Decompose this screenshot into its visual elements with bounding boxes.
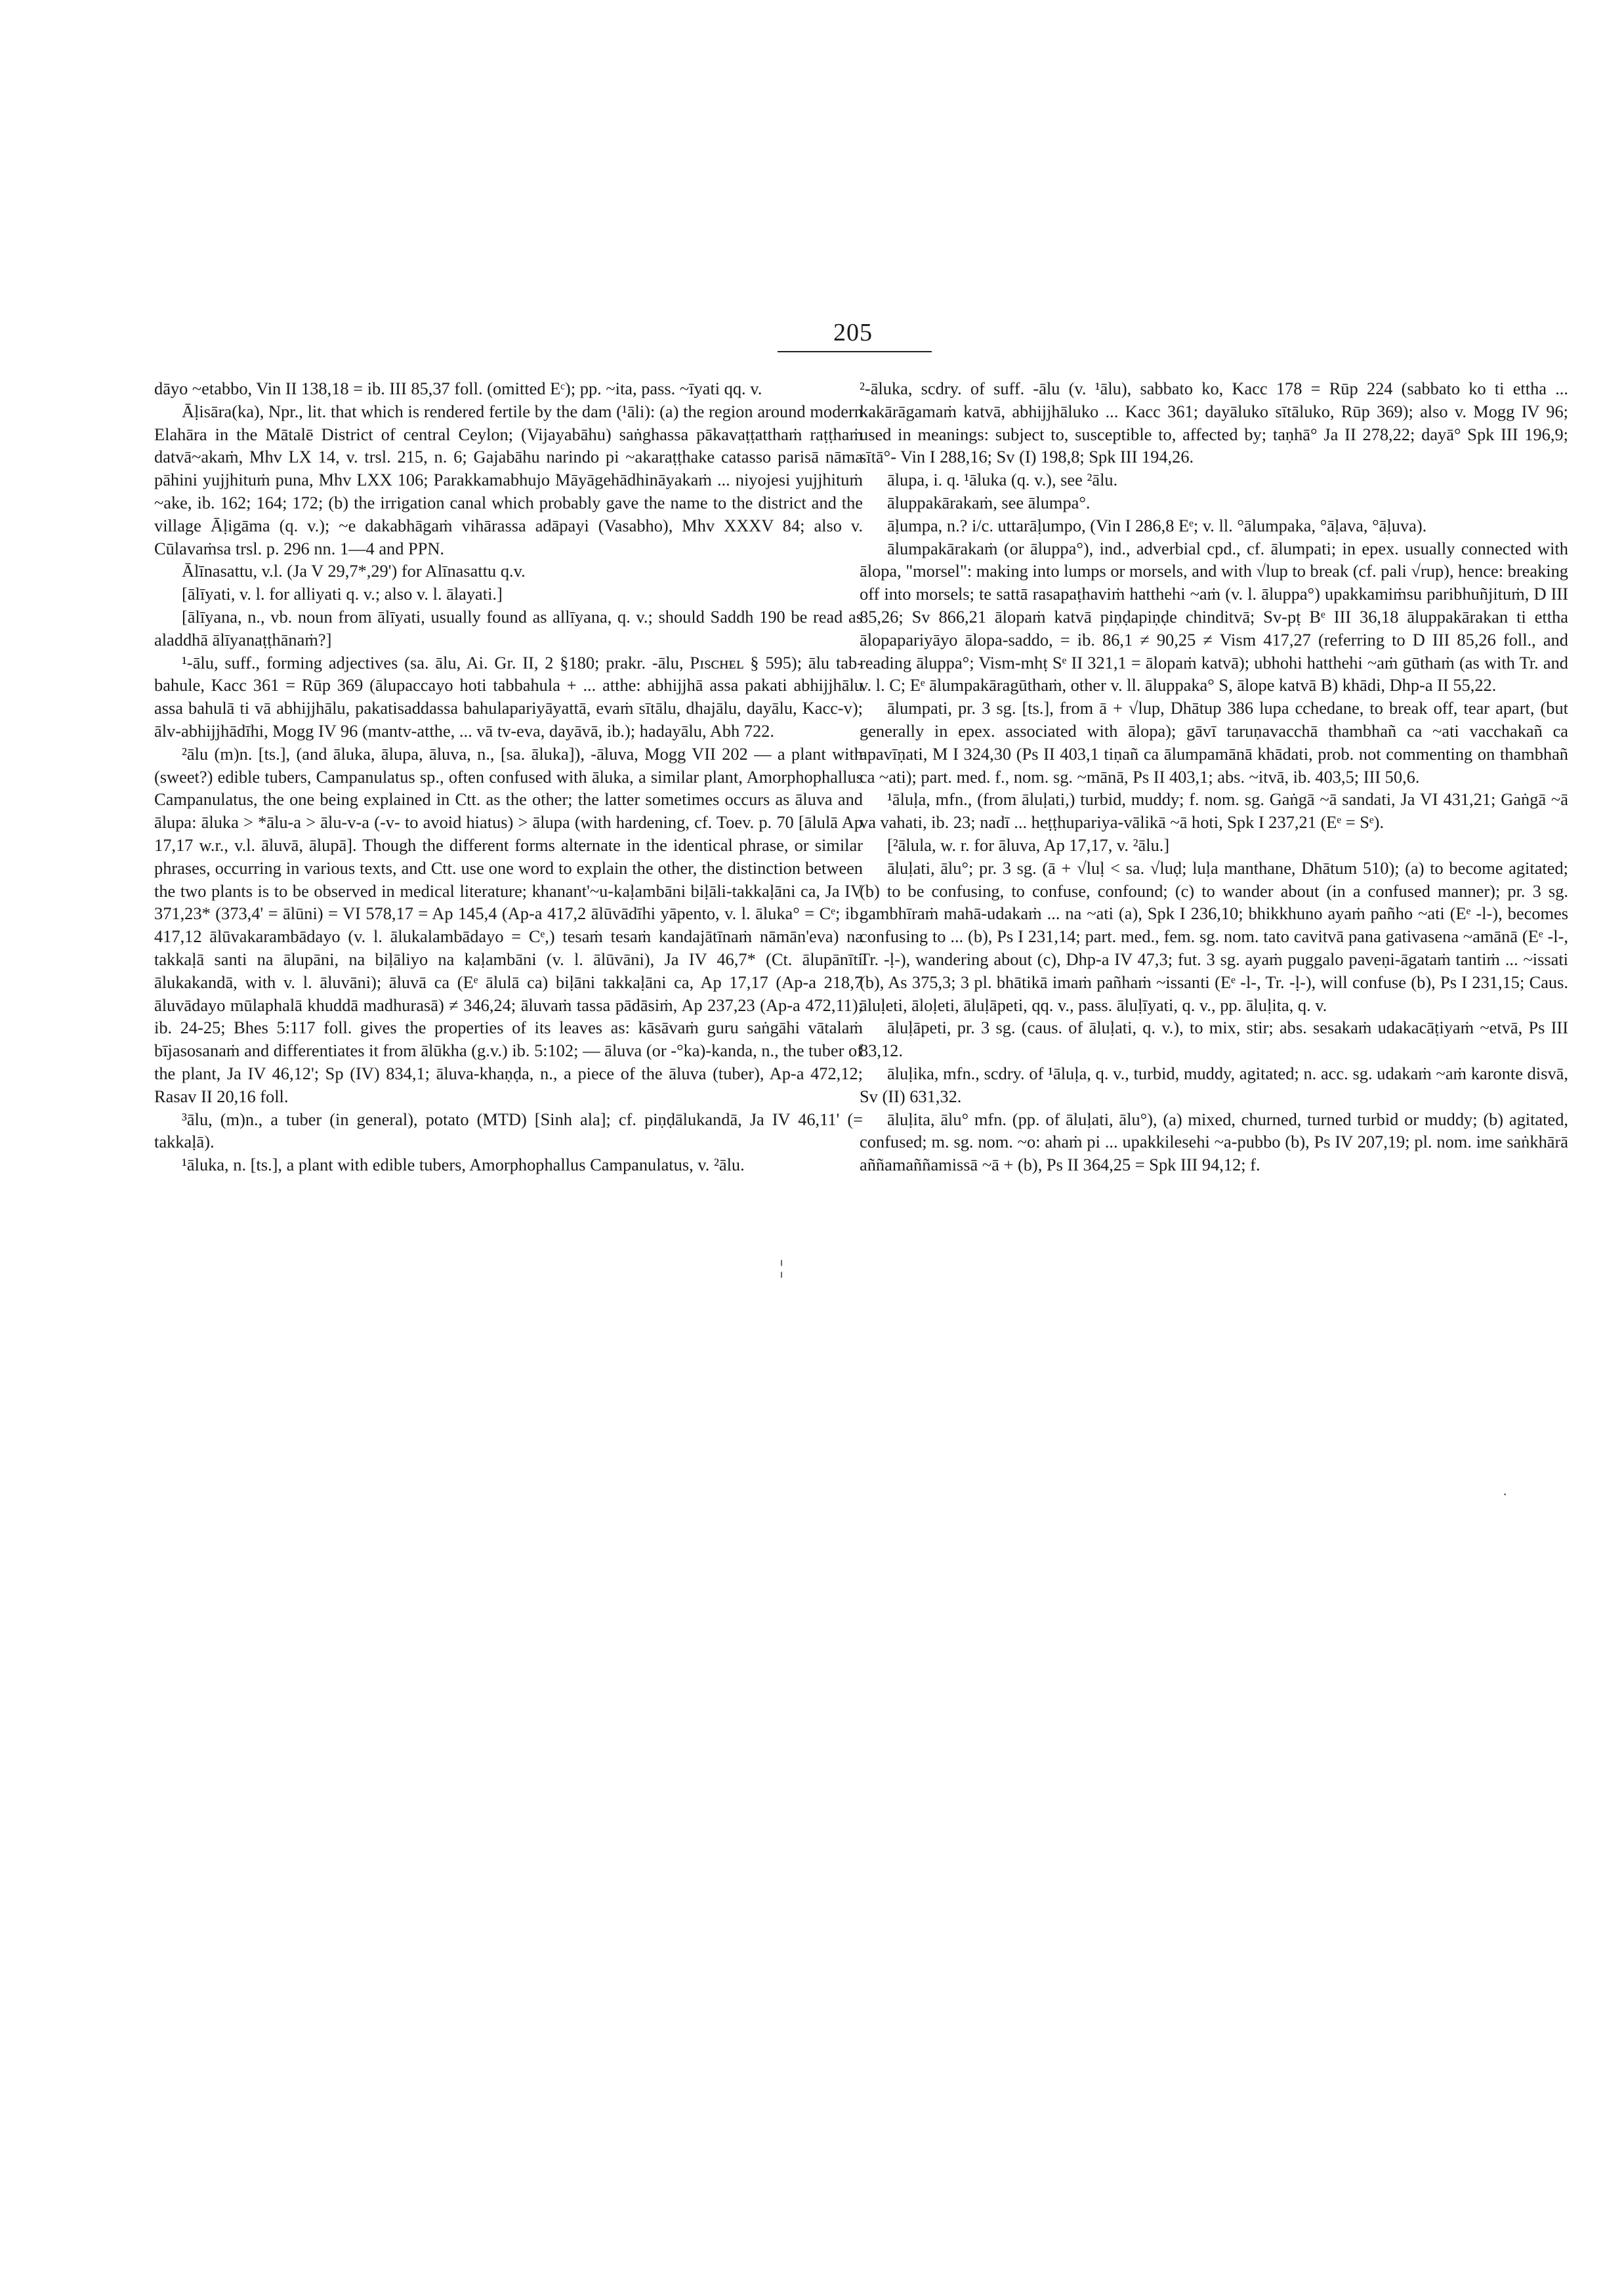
dictionary-entry: āḷumpa, n.? i/c. uttarāḷumpo, (Vin I 286,8 Eᵉ; v. ll. °ālumpaka, °āḷava, °āḷuva). [887, 515, 1427, 535]
dictionary-entry: ²-āluka, scdry. of suff. -ālu (v. ¹ālu), sabbato ko, Kacc 178 = Rūp 224 (sabbato ko ti ettha ... kakārāgamaṁ katvā, abhijjhāluko ... Kacc 361; dayāluko sītāluko, Rūp 369); also v. Mogg IV 96; used in meanings: subject to, susceptible to, affected by; taṇhā° Ja II 278,22; dayā° Spk III 196,9; sītā°- Vin I 288,16; Sv (I) 198,8; Spk III 194,26. [860, 379, 1568, 467]
dictionary-entry: ²ālu (m)n. [ts.], (and āluka, ālupa, āluva, n., [sa. āluka]), -āluva, Mogg VII 202 — a plant with (sweet?) edible tubers, Campanulatus sp., often confused with āluka, a similar plant, Amorphophallus Campanulatus, the one being explained in Ctt. as the other; the latter sometimes occurs as āluva and ālupa: āluka > *ālu-a > ālu-v-a (-v- to avoid hiatus) > ālupa (with hardening, cf. Toev. p. 70 [ālulā Ap 17,17 w.r., v.l. āluvā, ālupā]. Though the different forms alternate in the identical phrase, or similar phrases, occurring in various texts, and Ctt. use one word to explain the other, the distinction between the two plants is to be observed in medical literature; khanant'~u-kaḷambāni biḷāli-takkaḷāni ca, Ja IV 371,23* (373,4' = ālūni) = VI 578,17 = Ap 145,4 (Ap-a 417,2 ālūvādīhi yāpento, v. l. āluka° = Cᵉ; ib. 417,12 ālūvakarambādayo (v. l. ālukalambādayo = Cᵉ,) tesaṁ tesaṁ kandajātīnaṁ nāmān'eva) na takkaḷā santi na ālupāni, na biḷāliyo na kaḷambāni (v. l. ālūvāni), Ja IV 46,7* (Ct. ālupānīti ālukakandā, with v. l. āluvāni); āluvā ca (Eᵉ ālulā ca) biḷāni takkaḷāni ca, Ap 17,17 (Ap-a 218,7 āluvādayo mūlaphalā khuddā madhurasā) ≠ 346,24; āluvaṁ tassa pādāsiṁ, Ap 237,23 (Ap-a 472,11); ib. 24-25; Bhes 5:117 foll. gives the properties of its leaves as: kāsāvaṁ guru saṅgāhi vātalaṁ bījasosanaṁ and differentiates it from ālūkha (g.v.) ib. 5:102; — āluva (or -°ka)-kanda, n., the tuber of the plant, Ja IV 46,12'; Sp (IV) 834,1; āluva-khaṇḍa, n., a piece of the āluva (tuber), Ap-a 472,12; Rasav II 20,16 foll. [154, 743, 863, 1106]
dictionary-entry: ālupa, i. q. ¹āluka (q. v.), see ²ālu. [887, 470, 1118, 490]
dictionary-entry: ālumpakārakaṁ (or āluppa°), ind., adverbial cpd., cf. ālumpati; in epex. usually connected with ālopa, "morsel": making into lumps or morsels, and with √lup to break (cf. pali √rup), hence: breaking off into morsels; te sattā rasapaṭhaviṁ hatthehi ~aṁ (v. l. āluppa°) upakkamiṁsu paribhuñjituṁ, D III 85,26; Sv 866,21 ālopaṁ katvā piṇḍapiṇḍe chinditvā; Sv-pṭ Bᵉ III 36,18 āluppakārakan ti ettha ālopapariyāyo ālopa-saddo, = ib. 86,1 ≠ 90,25 ≠ Vism 417,27 (referring to D III 85,26 foll., and reading āluppa°; Vism-mhṭ Sᵉ II 321,1 = ālopaṁ katvā); ubhohi hatthehi ~aṁ gūthaṁ (as with Tr. and v. l. C; Eᵉ ālumpakāragūthaṁ, other v. ll. āluppaka° S, ālope katvā B) khādi, Dhp-a II 55,22. [860, 538, 1568, 695]
dictionary-entry: [²ālula, w. r. for āluva, Ap 17,17, v. ²ālu.] [887, 835, 1170, 855]
margin-mark-icon: ¦ [780, 1256, 784, 1278]
dictionary-entry: āluḷita, ālu° mfn. (pp. of āluḷati, ālu°), (a) mixed, churned, turned turbid or muddy; (b) agitated, confused; m. sg. nom. ~o: ahaṁ pi ... upakkilesehi ~a-pubbo (b), Ps IV 207,19; pl. nom. ime saṅkhārā aññamaññamissā ~ā + (b), Ps II 364,25 = Spk III 94,12; f. [860, 1109, 1568, 1175]
dictionary-entry: ālumpati, pr. 3 sg. [ts.], from ā + √lup, Dhātup 386 lupa cchedane, to break off, tear apart, (but generally in epex. associated with ālopa); gāvī taruṇavacchā thambhañ ca ~ati vacchakañ ca apavīṇati, M I 324,30 (Ps II 403,1 tiṇañ ca ālumpamānā khādati, prob. not commenting on thambhañ ca ~ati); part. med. f., nom. sg. ~mānā, Ps II 403,1; abs. ~itvā, ib. 403,5; III 50,6. [860, 698, 1568, 787]
dictionary-entry: dāyo ~etabbo, Vin II 138,18 = ib. III 85,37 foll. (omitted Eᶜ); pp. ~ita, pass. ~īyati qq. v. [154, 379, 762, 398]
dictionary-entry: [ālīyana, n., vb. noun from ālīyati, usually found as allīyana, q. v.; should Saddh 190 be read as aladdhā ālīyanaṭṭhānaṁ?] [154, 606, 863, 650]
dictionary-entry: ¹-ālu, suff., forming adjectives (sa. ālu, Ai. Gr. II, 2 §180; prakr. -ālu, Pɪsᴄʜᴇʟ § 595); ālu tab-bahule, Kacc 361 = Rūp 369 (ālupaccayo hoti tabbahula + ... atthe: abhijjhā assa pakati abhijjhālu assa bahulā ti vā abhijjhālu, pakatisaddassa bahulapariyāyattā, evaṁ sītālu, dhajālu, dayālu, Kacc-v); ālv-abhijjhādīhi, Mogg IV 96 (mantv-atthe, ... vā tv-eva, dayāvā, ib.); hadayālu, Abh 722. [154, 652, 863, 741]
left-column [154, 377, 863, 1176]
dictionary-entry: ³ālu, (m)n., a tuber (in general), potato (MTD) [Sinh ala]; cf. piṇḍālukandā, Ja IV 46,11' (= takkaḷā). [154, 1109, 863, 1152]
dictionary-entry: āluḷika, mfn., scdry. of ¹āluḷa, q. v., turbid, muddy, agitated; n. acc. sg. udakaṁ ~aṁ karonte disvā, Sv (II) 631,32. [860, 1063, 1568, 1106]
dictionary-entry: Āḷisāra(ka), Npr., lit. that which is rendered fertile by the dam (¹āli): (a) the region around modern Elahāra in the Mātalē District of central Ceylon; (Vijayabāhu) saṅghassa pākavaṭṭatthaṁ raṭṭhaṁ datvā~akaṁ, Mhv LX 14, v. trsl. 215, n. 6; Gajabāhu narindo pi ~akaraṭṭhake catasso parisā nāma pāhini yujjhituṁ puna, Mhv LXX 106; Parakkamabhujo Māyāgehādhināyakaṁ ... niyojesi yujjhituṁ ~ake, ib. 162; 164; 172; (b) the irrigation canal which probably gave the name to the district and the village Āḷigāma (q. v.); ~e dakabhāgaṁ vihārassa adāpayi (Vasabho), Mhv XXXV 84; also v. Cūlavaṁsa trsl. p. 296 nn. 1—4 and PPN. [154, 401, 863, 558]
page-number-rule [778, 351, 932, 352]
dictionary-entry: āluppakārakaṁ, see ālumpa°. [887, 492, 1091, 512]
dictionary-entry: [ālīyati, v. l. for alliyati q. v.; also v. l. ālayati.] [182, 584, 503, 604]
page-number: 205 [833, 319, 873, 346]
dictionary-entry: āluḷati, ālu°; pr. 3 sg. (ā + √luḷ < sa. √luḍ; luḷa manthane, Dhātum 510); (a) to become agitated; (b) to be confusing, to confuse, confound; (c) to wander about (in a confused manner); pr. 3 sg. gambhīraṁ mahā-udakaṁ ... na ~ati (a), Spk I 236,10; bhikkhuno ayaṁ pañho ~ati (Eᵉ -l-), becomes confusing to ... (b), Ps I 231,14; part. med., fem. sg. nom. tato cavitvā pana gativasena ~amānā (Eᵉ -l-, Tr. -ḷ-), wandering about (c), Dhp-a IV 47,3; fut. 3 sg. ayaṁ puggalo paveṇi-āgataṁ tantiṁ ... ~issati (b), As 375,3; 3 pl. bhātikā imaṁ pañhaṁ ~issanti (Eᵉ -l-, Tr. -ḷ-), will confuse (b), Ps I 231,15; Caus. āluḷeti, āloḷeti, āluḷāpeti, qq. v., pass. āluḷīyati, q. v., pp. āluḷita, q. v. [860, 858, 1568, 1015]
dictionary-entry: ¹āluka, n. [ts.], a plant with edible tubers, Amorphophallus Campanulatus, v. ²ālu. [182, 1155, 745, 1175]
dictionary-entry: Ālīnasattu, v.l. (Ja V 29,7*,29') for Alīnasattu q.v. [182, 561, 526, 581]
margin-mark-icon: · [1503, 1486, 1508, 1502]
dictionary-entry: āluḷāpeti, pr. 3 sg. (caus. of āluḷati, q. v.), to mix, stir; abs. sesakaṁ udakacāṭiyaṁ ~etvā, Ps III 83,12. [860, 1018, 1568, 1061]
dictionary-entry: ¹āluḷa, mfn., (from āluḷati,) turbid, muddy; f. nom. sg. Gaṅgā ~ā sandati, Ja VI 431,21; Gaṅgā ~ā va vahati, ib. 23; nadī ... heṭṭhupariya-vālikā ~ā hoti, Spk I 237,21 (Eᵉ = Sᵉ). [860, 789, 1568, 833]
right-column [860, 377, 1568, 1176]
